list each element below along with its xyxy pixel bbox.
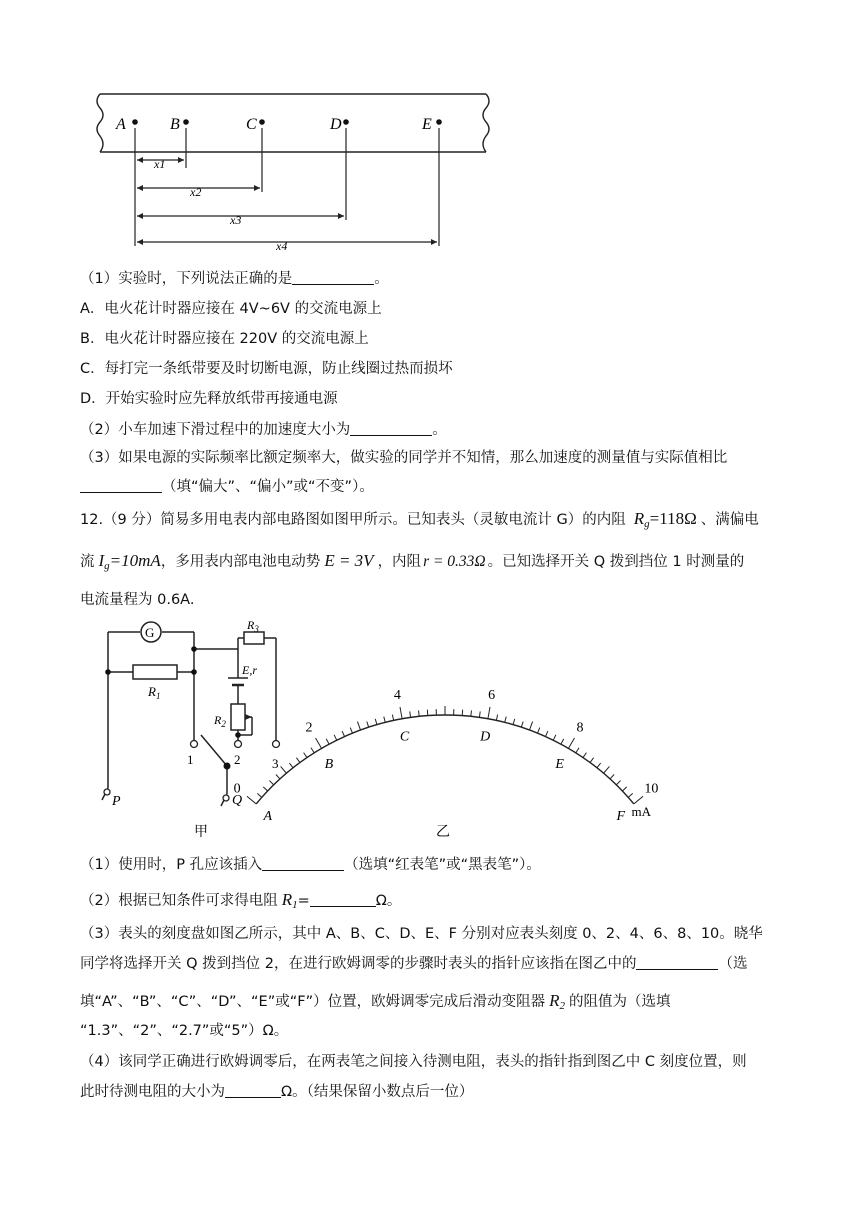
dial-number: 8 [576, 720, 584, 736]
dial-tick [342, 731, 344, 736]
dial-tick [616, 781, 620, 785]
rheostat-r2 [231, 704, 245, 730]
internal-resistance-value: r = 0.33Ω [423, 553, 486, 570]
q12-part3-text-a: 同学将选择开关 Q 拨到挡位 2，在进行欧姆调零的步骤时表头的指针应该指在图乙中的 [80, 956, 637, 972]
point-label-c: C [246, 116, 257, 133]
dial-tick [505, 717, 506, 723]
tape-left-tear [97, 94, 103, 152]
dial-tick [392, 715, 393, 721]
dial-tick [496, 715, 497, 721]
terminal-2-label: 2 [234, 752, 241, 767]
dial-letter: B [324, 757, 334, 773]
dial-tick [350, 728, 352, 734]
switch-pivot [224, 763, 231, 770]
dial-tick [316, 738, 322, 748]
dial-tick [513, 719, 515, 725]
q11-part3-line2 [80, 477, 374, 497]
dial-tick [590, 758, 594, 763]
q11-part3-text: （填“偏大”、“偏小”或“不变”）。 [162, 479, 374, 495]
tape-right-tear [483, 94, 489, 152]
terminal-3 [273, 741, 280, 748]
paper-tape-figure [90, 88, 500, 258]
dial-number: 10 [644, 781, 659, 797]
answer-blank-q11-1[interactable] [292, 270, 374, 285]
distance-x1: x1 [154, 157, 166, 171]
resistor-r1 [133, 665, 177, 679]
dial-tick [521, 721, 523, 727]
q12-part3-line2 [80, 954, 747, 974]
q12-part1 [80, 855, 541, 875]
dial-tick [367, 721, 369, 727]
circuit-diagram [90, 618, 313, 843]
q11-part2 [80, 420, 447, 440]
dial-tick [529, 722, 532, 730]
dial-tick [628, 793, 632, 797]
q11-part2-text: （2）小车加速下滑过程中的加速度大小为 [80, 422, 351, 438]
dial-tick [553, 735, 556, 740]
dot-e [436, 119, 442, 125]
dot-d [343, 119, 349, 125]
answer-blank-q12-1[interactable] [262, 856, 344, 871]
answer-blank-q12-4[interactable] [225, 1083, 281, 1098]
dot-a [132, 119, 138, 125]
q12-intro-line3: 电流量程为 0.6A. [80, 592, 195, 608]
dial-tick [597, 763, 601, 768]
r2-symbol: $R_2$ [549, 991, 565, 1012]
q12-intro-b: 、满偏电 [700, 512, 759, 528]
dial-tick [357, 722, 360, 730]
r3-label: $R_3$ [247, 618, 259, 634]
dial-tick [375, 719, 377, 725]
dial-tick [311, 748, 314, 753]
terminal-1-label: 1 [187, 752, 194, 767]
dial-tick [334, 735, 337, 740]
jack-p [104, 789, 110, 795]
point-label-e: E [422, 116, 432, 133]
dial-number: 2 [305, 720, 313, 736]
ig-symbol: $I_g$ [98, 551, 110, 572]
q12-part2-eq: = [297, 893, 310, 909]
emf-value: E = 3V [324, 551, 374, 570]
point-label-d: D [330, 116, 342, 133]
terminal-2 [235, 741, 242, 748]
q12-part1-text: （1）使用时，P 孔应该插入 [80, 857, 263, 873]
dial-tick [610, 775, 614, 779]
rg-value: =118Ω [649, 509, 697, 528]
r2-label: $R_2$ [214, 713, 226, 729]
distance-x2: x2 [190, 185, 202, 199]
dial-tick [538, 728, 540, 734]
dot-b [183, 119, 189, 125]
q12-intro-line1 [80, 509, 759, 534]
q12-part2 [80, 890, 401, 915]
dial-number: 4 [393, 688, 401, 704]
q12-part3-text-b: （选 [718, 956, 748, 972]
q11-part1 [80, 269, 389, 289]
dot-c [259, 119, 265, 125]
ig-value: =10mA [109, 551, 161, 570]
dial-letter: F [616, 809, 626, 825]
dial-caption: 乙 [436, 825, 450, 840]
rg-symbol: $R_g$ [633, 509, 650, 530]
dial-tick [576, 748, 579, 753]
q12-intro-line2 [80, 551, 744, 576]
dial-letter: A [263, 809, 273, 825]
q12-intro-f: ，内阻 [377, 554, 422, 570]
dial-number: 6 [488, 688, 496, 704]
answer-blank-q12-3[interactable] [636, 955, 718, 970]
q12-intro-d: ，多用表内部电池电动势 [160, 554, 321, 570]
q12-intro-c: 流 [80, 554, 95, 570]
q12-part3-line1: （3）表头的刻度盘如图乙所示，其中 A、B、C、D、E、F 分别对应表头刻度 0、2、4、6、8、10。晓华 [80, 926, 763, 942]
dial-unit: mA [631, 804, 651, 820]
dial-tick [634, 796, 643, 804]
q12-part3-text-c: 填“A”、“B”、“C”、“D”、“E”或“F”）位置，欧姆调零完成后滑动变阻器 [80, 994, 546, 1010]
distance-x3: x3 [230, 213, 242, 227]
dial-tick [604, 766, 610, 773]
jack-q [223, 795, 229, 801]
er-label: E,r [242, 663, 257, 677]
q12-part4-line1: （4）该同学正确进行欧姆调零后，在两表笔之间接入待测电阻，表头的指针指到图乙中 C 刻度位置，则 [80, 1054, 747, 1070]
answer-blank-q11-3[interactable] [80, 478, 162, 493]
dial-tick [471, 710, 472, 716]
q12-part3-text-d: 的阻值为（选填 [569, 994, 671, 1010]
dial-letter: C [399, 729, 410, 745]
terminal-3-label: 3 [272, 756, 279, 771]
q12-part4-text-a: 此时待测电阻的大小为 [80, 1084, 225, 1100]
dial-tick [561, 739, 564, 744]
answer-blank-q11-2[interactable] [350, 421, 432, 436]
dial-letter: D [480, 729, 491, 745]
jack-q-label: Q [232, 793, 243, 808]
q12-part4-text-b: Ω。（结果保留小数点后一位） [281, 1084, 474, 1100]
q11-part3-line1: （3）如果电源的实际频率比额定频率大，做实验的同学并不知情，那么加速度的测量值与实际值相比 [80, 450, 728, 466]
point-label-a: A [116, 116, 126, 133]
q12-part3-line3 [80, 991, 671, 1016]
dial-tick [488, 707, 490, 719]
dial-letter: E [555, 757, 564, 773]
q12-part1-end: （选填“红表笔”或“黑表笔”）。 [344, 857, 541, 873]
circuit-caption: 甲 [194, 825, 208, 840]
q12-part2-end: Ω。 [375, 893, 402, 909]
distance-x4: x4 [276, 239, 288, 253]
q12-part2-text: （2）根据已知条件可求得电阻 [80, 893, 278, 909]
q12-part4-line2 [80, 1082, 473, 1102]
dial-tick [479, 711, 480, 717]
r1-symbol: $R_1$ [281, 890, 298, 911]
q11-option-a: A．电火花计时器应接在 4V~6V 的交流电源上 [80, 301, 382, 317]
dial-tick [326, 739, 329, 744]
q11-option-c: C．每打完一条纸带要及时切断电源，防止线圈过热而损坏 [80, 361, 453, 377]
q11-part1-end: 。 [374, 271, 389, 287]
dial-tick [568, 738, 574, 748]
q11-option-b: B．电火花计时器应接在 220V 的交流电源上 [80, 331, 369, 347]
point-label-b: B [170, 116, 180, 133]
q11-part2-end: 。 [432, 422, 447, 438]
answer-blank-q12-2[interactable] [310, 892, 376, 907]
q11-part1-text: （1）实验时，下列说法正确的是 [80, 271, 293, 287]
q11-option-d: D．开始实验时应先释放纸带再接通电源 [80, 391, 338, 407]
galvanometer-label: G [145, 625, 155, 640]
terminal-1 [191, 741, 198, 748]
dial-tick [419, 710, 420, 716]
dial-tick [384, 717, 385, 723]
dial-number: 0 [233, 781, 241, 797]
q12-part3-line4: “1.3”、“2”、“2.7”或“5”）Ω。 [80, 1023, 289, 1039]
dial-tick [545, 731, 547, 736]
jack-p-label: P [112, 794, 121, 809]
dial-tick [583, 753, 586, 758]
dial-tick [400, 707, 402, 719]
r1-label: $R_1$ [148, 684, 161, 701]
q12-intro-g: 。已知选择开关 Q 拨到挡位 1 时测量的 [487, 554, 745, 570]
dial-tick [622, 787, 626, 791]
dial-tick [410, 711, 411, 717]
q12-intro-a: 12.（9 分）简易多用电表内部电路图如图甲所示。已知表头（灵敏电流计 G）的内阻 [80, 512, 626, 528]
